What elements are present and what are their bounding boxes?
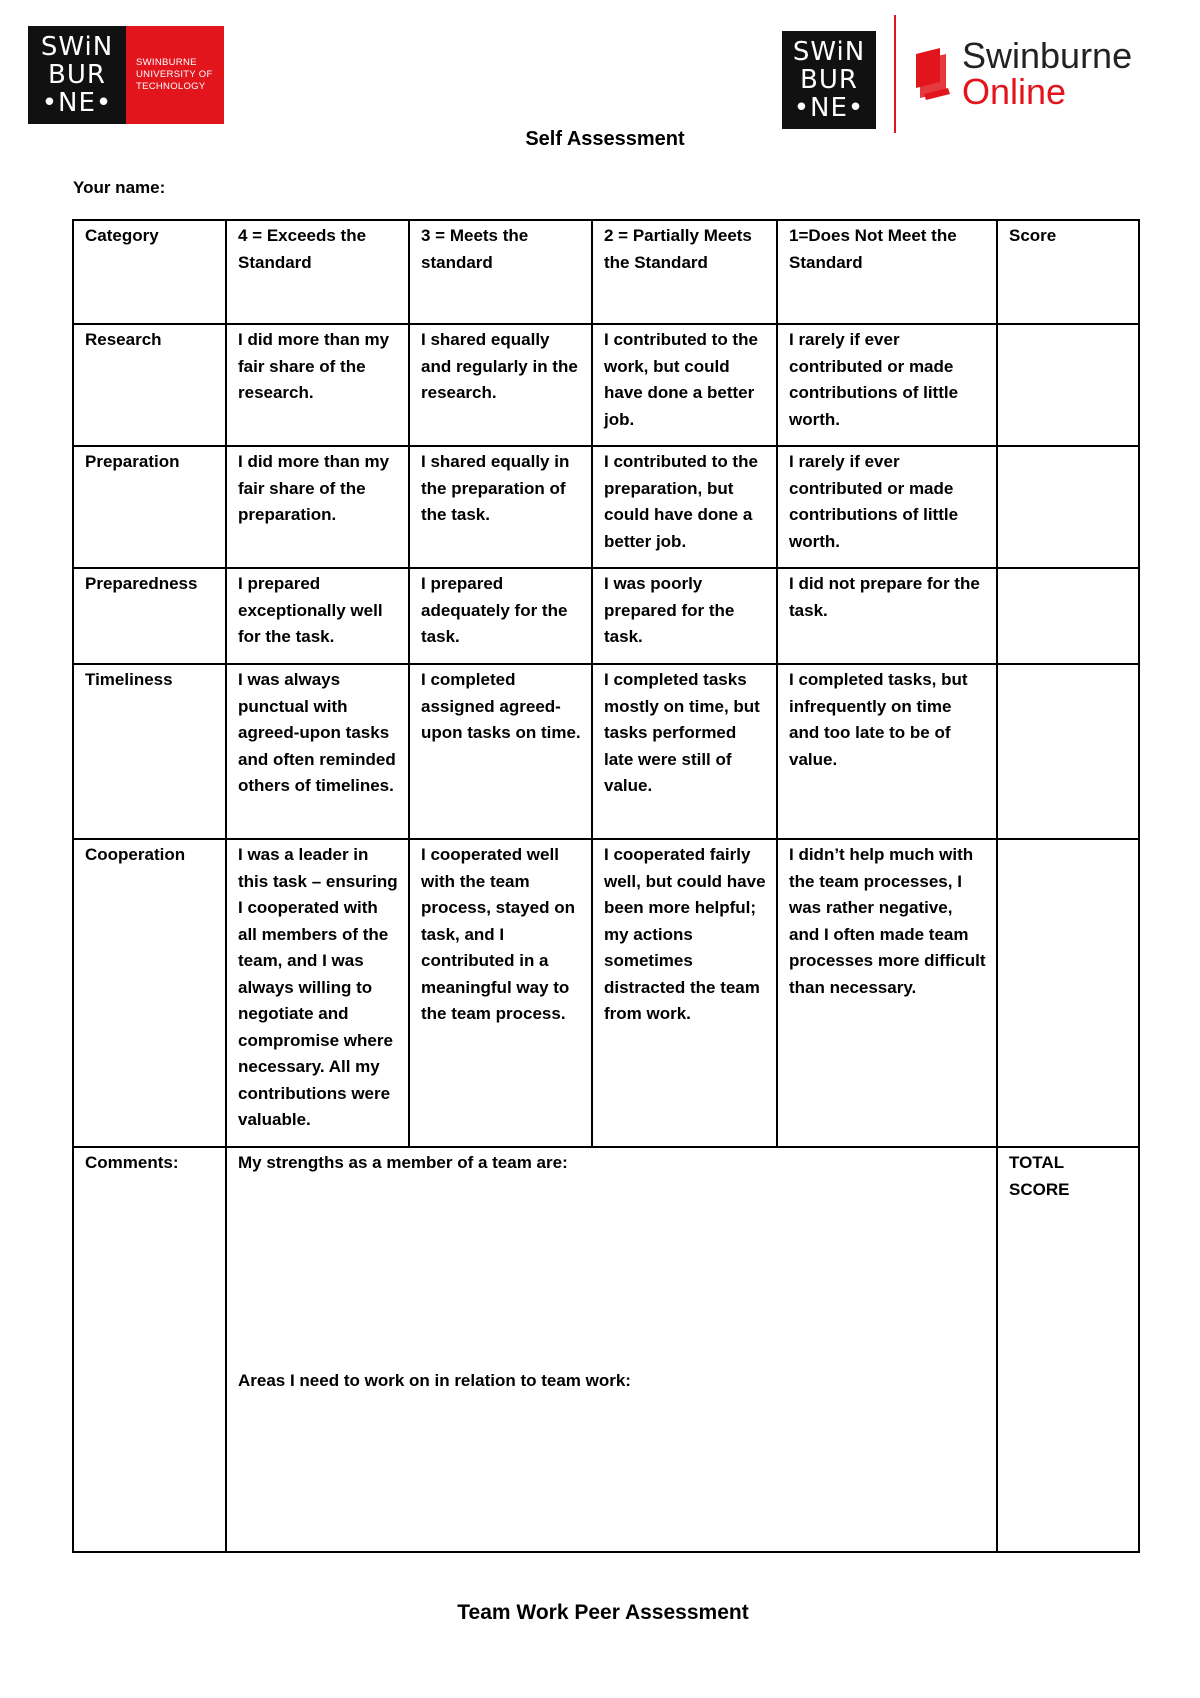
brand-line-2: Online — [962, 71, 1067, 112]
swinburne-online-logo — [782, 15, 1142, 133]
wordmark-line-2: BUR — [800, 65, 858, 95]
table-row — [73, 324, 1139, 446]
score-cell[interactable] — [997, 568, 1139, 664]
rating-3-cell: I shared equally in the preparation of the task. — [409, 446, 592, 568]
category-research: Research — [73, 324, 226, 446]
wordmark-line-3: •NE• — [793, 93, 865, 123]
rating-4-cell: I was a leader in this task – ensuring I cooperated with all members of the team, and I was always willing to negotiate and compromise where necessary. All my contributions were valuable. — [226, 839, 409, 1147]
wordmark-line-3: •NE• — [41, 88, 113, 118]
rating-2-cell: I cooperated fairly well, but could have been more helpful; my actions sometimes distracted the team from work. — [592, 839, 777, 1147]
swinburne-wordmark — [28, 26, 126, 124]
rating-2-cell: I was poorly prepared for the task. — [592, 568, 777, 664]
rating-2-cell: I contributed to the preparation, but could have done a better job. — [592, 446, 777, 568]
rating-3-cell: I completed assigned agreed-upon tasks on time. — [409, 664, 592, 839]
online-brand-text — [962, 35, 1133, 112]
subtext-line-3: TECHNOLOGY — [136, 81, 206, 92]
table-row — [73, 446, 1139, 568]
header-exceeds: 4 = Exceeds the Standard — [226, 220, 409, 324]
online-book-icon — [910, 44, 954, 104]
table-row — [73, 839, 1139, 1147]
rating-1-cell: I rarely if ever contributed or made contributions of little worth. — [777, 324, 997, 446]
score-cell[interactable] — [997, 839, 1139, 1147]
subtext-line-2: UNIVERSITY OF — [136, 69, 213, 80]
rating-4-cell: I did more than my fair share of the research. — [226, 324, 409, 446]
page-title: Self Assessment — [525, 128, 685, 150]
comments-row — [73, 1147, 1139, 1552]
logo-divider — [894, 15, 896, 133]
rating-1-cell: I completed tasks, but infrequently on time and too late to be of value. — [777, 664, 997, 839]
strengths-label: My strengths as a member of a team are: — [238, 1153, 568, 1172]
rating-2-cell: I completed tasks mostly on time, but tasks performed late were still of value. — [592, 664, 777, 839]
rating-1-cell: I rarely if ever contributed or made contributions of little worth. — [777, 446, 997, 568]
table-row — [73, 568, 1139, 664]
rating-2-cell: I contributed to the work, but could have done a better job. — [592, 324, 777, 446]
category-preparation: Preparation — [73, 446, 226, 568]
footer-title: Team Work Peer Assessment — [457, 1601, 749, 1624]
rating-3-cell: I shared equally and regularly in the research. — [409, 324, 592, 446]
rating-4-cell: I prepared exceptionally well for the task. — [226, 568, 409, 664]
rating-3-cell: I prepared adequately for the task. — [409, 568, 592, 664]
rating-3-cell: I cooperated well with the team process, stayed on task, and I contributed in a meaningful way to the team process. — [409, 839, 592, 1147]
header-meets: 3 = Meets the standard — [409, 220, 592, 324]
subtext-line-1: SWINBURNE — [136, 57, 197, 68]
table-row — [73, 664, 1139, 839]
areas-to-improve-label: Areas I need to work on in relation to team work: — [238, 1371, 631, 1390]
brand-line-1: Swinburne — [962, 35, 1133, 76]
university-subtext — [126, 26, 224, 124]
table-header-row — [73, 220, 1139, 324]
header-partially-meets: 2 = Partially Meets the Standard — [592, 220, 777, 324]
score-cell[interactable] — [997, 446, 1139, 568]
your-name-label: Your name: — [73, 178, 166, 197]
wordmark-line-2: BUR — [48, 60, 106, 90]
category-timeliness: Timeliness — [73, 664, 226, 839]
swinburne-wordmark-right — [782, 31, 876, 129]
header-category: Category — [73, 220, 226, 324]
category-cooperation: Cooperation — [73, 839, 226, 1147]
total-score-label[interactable]: TOTAL SCORE — [997, 1147, 1139, 1552]
category-preparedness: Preparedness — [73, 568, 226, 664]
rating-1-cell: I didn’t help much with the team processes, I was rather negative, and I often made team processes more difficult than necessary. — [777, 839, 997, 1147]
score-cell[interactable] — [997, 324, 1139, 446]
comments-area[interactable] — [226, 1147, 997, 1552]
comments-label: Comments: — [73, 1147, 226, 1552]
wordmark-line-1: SWiN — [792, 37, 866, 67]
swinburne-university-logo — [28, 26, 224, 124]
header-does-not-meet: 1=Does Not Meet the Standard — [777, 220, 997, 324]
assessment-rubric-table — [72, 219, 1140, 1553]
wordmark-line-1: SWiN — [40, 32, 114, 62]
rating-4-cell: I was always punctual with agreed-upon tasks and often reminded others of timelines. — [226, 664, 409, 839]
rating-1-cell: I did not prepare for the task. — [777, 568, 997, 664]
header-score: Score — [997, 220, 1139, 324]
rating-4-cell: I did more than my fair share of the preparation. — [226, 446, 409, 568]
score-cell[interactable] — [997, 664, 1139, 839]
